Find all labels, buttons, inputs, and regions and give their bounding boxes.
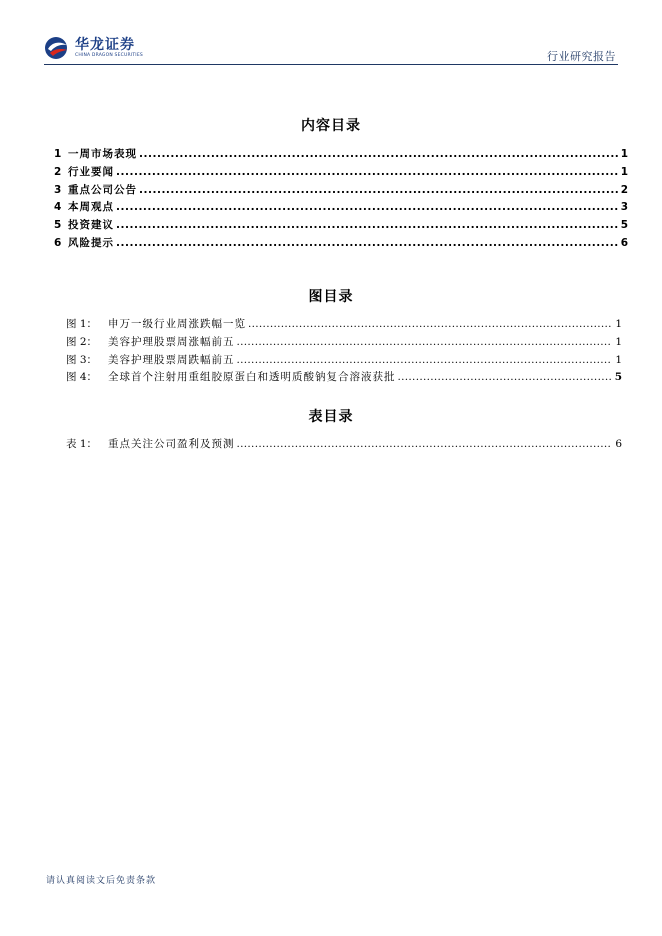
table-text: 重点关注公司盈利及预测 — [108, 438, 235, 450]
dot-leader — [248, 318, 612, 330]
contents-list — [54, 146, 628, 253]
dot-leader — [398, 371, 613, 383]
toc-number: 3 — [54, 183, 62, 196]
figure-label: 图 4： — [66, 371, 98, 384]
dot-leader — [116, 201, 618, 213]
toc-text: 投资建议 — [68, 219, 114, 232]
table-item[interactable] — [66, 436, 622, 454]
toc-number: 2 — [54, 165, 62, 178]
toc-item[interactable] — [54, 217, 628, 235]
figure-item[interactable] — [66, 352, 622, 370]
dot-leader — [237, 354, 613, 366]
toc-number: 4 — [54, 201, 62, 214]
header-divider — [44, 64, 618, 65]
toc-text: 风险提示 — [68, 236, 114, 249]
figure-item[interactable] — [66, 316, 622, 334]
toc-item[interactable] — [54, 182, 628, 200]
figure-text: 美容护理股票周跌幅前五 — [108, 353, 235, 366]
toc-page: 5 — [620, 219, 628, 232]
report-type: 行业研究报告 — [547, 50, 616, 63]
figure-item[interactable] — [66, 334, 622, 352]
figure-item[interactable] — [66, 369, 622, 387]
toc-page: 6 — [620, 236, 628, 249]
figures-title: 图目录 — [308, 289, 354, 305]
dot-leader — [237, 336, 613, 348]
logo-english-name: CHINA DRAGON SECURITIES — [75, 52, 143, 58]
dot-leader — [116, 166, 618, 178]
dot-leader — [116, 219, 618, 231]
figure-text: 全球首个注射用重组胶原蛋白和透明质酸钠复合溶液获批 — [108, 371, 396, 384]
toc-item[interactable] — [54, 199, 628, 217]
dot-leader — [237, 438, 613, 450]
figure-page: 1 — [615, 353, 622, 366]
tables-title: 表目录 — [308, 409, 354, 425]
toc-text: 一周市场表现 — [68, 148, 137, 160]
table-label: 表 1： — [66, 438, 98, 450]
figures-list — [66, 316, 622, 387]
toc-page: 2 — [620, 183, 628, 196]
footer-disclaimer: 请认真阅读文后免责条款 — [46, 876, 157, 886]
dragon-logo-icon — [44, 36, 70, 60]
toc-page: 1 — [620, 165, 628, 178]
figure-label: 图 1： — [66, 318, 98, 330]
toc-item[interactable] — [54, 235, 628, 253]
logo-chinese-name: 华龙证券 — [75, 36, 135, 53]
figure-page: 1 — [615, 335, 622, 348]
contents-title: 内容目录 — [301, 118, 361, 134]
figure-label: 图 3： — [66, 353, 98, 366]
figure-page: 1 — [615, 318, 622, 330]
dot-leader — [116, 237, 618, 249]
toc-page: 1 — [620, 148, 628, 160]
table-page: 6 — [615, 438, 622, 450]
dot-leader — [139, 148, 618, 160]
toc-text: 重点公司公告 — [68, 183, 137, 196]
figure-text: 申万一级行业周涨跌幅一览 — [108, 318, 246, 330]
toc-item[interactable] — [54, 146, 628, 164]
toc-item[interactable] — [54, 164, 628, 182]
toc-page: 3 — [620, 201, 628, 214]
toc-number: 6 — [54, 236, 62, 249]
figure-text: 美容护理股票周涨幅前五 — [108, 335, 235, 348]
tables-list — [66, 436, 622, 454]
dot-leader — [139, 184, 618, 196]
toc-number: 5 — [54, 219, 62, 232]
figure-label: 图 2： — [66, 335, 98, 348]
toc-number: 1 — [54, 148, 62, 160]
toc-text: 本周观点 — [68, 201, 114, 214]
figure-page: 5 — [614, 371, 622, 384]
company-logo — [44, 36, 143, 60]
toc-text: 行业要闻 — [68, 165, 114, 178]
